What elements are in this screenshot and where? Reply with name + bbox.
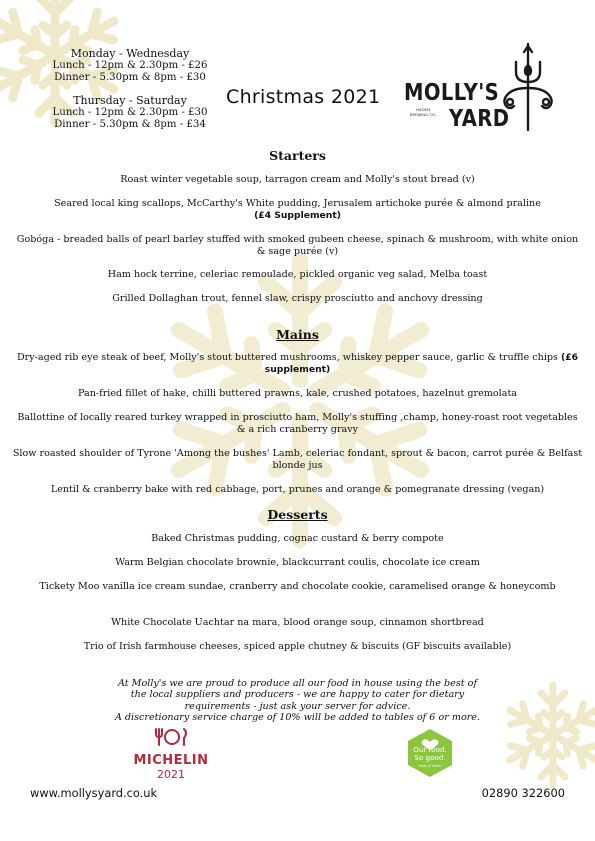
taste-of-ulster-badge xyxy=(405,728,455,778)
michelin-name: MICHELIN xyxy=(133,753,209,768)
website-link[interactable]: www.mollysyard.co.uk xyxy=(30,786,158,800)
weekend-heading: Thursday - Saturday xyxy=(73,93,187,107)
main-item: Lentil & cranberry bake with red cabbage, port, prunes and orange & pomegranate dressing (vegan) xyxy=(50,484,545,495)
main-item: Dry-aged rib eye steak of beef, Molly's stout buttered mushrooms, whiskey pepper sauce, garlic & truffle chips (£6 supplement) xyxy=(16,352,579,375)
starter-item: Seared local king scallops, McCarthy's White pudding, Jerusalem artichoke purée & almond praline (£4 Supplement) xyxy=(54,198,541,221)
dessert-item: Warm Belgian chocolate brownie, blackcurrant coulis, chocolate ice cream xyxy=(115,557,480,568)
badge-line-3: Taste of Ulster xyxy=(418,764,442,768)
weekday-heading: Monday - Wednesday xyxy=(70,47,190,60)
logo-word-mollys: MOLLY'S xyxy=(404,80,500,106)
fork-knife-icon xyxy=(153,727,189,747)
trident-lamp-icon xyxy=(500,42,556,132)
badge-line-1: Our food. xyxy=(413,745,447,754)
dessert-item: Tickety Moo vanilla ice cream sundae, cranberry and chocolate cookie, caramelised orange & honeycomb xyxy=(39,581,556,592)
mollys-yard-logo xyxy=(404,42,564,134)
main-item: Pan-fried fillet of hake, chilli buttered prawns, kale, crushed potatoes, hazelnut gremolata xyxy=(77,388,518,399)
dessert-item: Baked Christmas pudding, cognac custard & berry compote xyxy=(151,533,444,544)
main-item: Ballottine of locally reared turkey wrapped in prosciutto ham, Molly's stuffing ,champ, honey-roast root vegetables & a rich cranberry gravy xyxy=(17,412,578,435)
dietary-service-note: At Molly's we are proud to produce all our food in house using the best of the local suppliers and producers - we are happy to cater for dietary requirements - just ask your server for advice. A discretionary service charge of 10% will be added to tables of 6 or more. xyxy=(114,678,481,724)
michelin-logo xyxy=(133,727,209,781)
michelin-year: 2021 xyxy=(157,768,185,781)
weekday-dinner: Dinner - 5.30pm & 8pm - £30 xyxy=(54,72,206,84)
weekend-dinner: Dinner - 5.30pm & 8pm - £34 xyxy=(54,119,206,131)
starter-item: Grilled Dollaghan trout, fennel slaw, crispy prosciutto and anchovy dressing xyxy=(112,293,483,304)
starter-item: Roast winter vegetable soup, tarragon cream and Molly's stout bread (v) xyxy=(120,174,475,185)
weekend-lunch: Lunch - 12pm & 2.30pm - £30 xyxy=(52,106,208,118)
dessert-item: White Chocolate Uachtar na mara, blood orange soup, cinnamon shortbread xyxy=(111,617,484,628)
dessert-item: Trio of Irish farmhouse cheeses, spiced apple chutney & biscuits (GF biscuits available) xyxy=(83,641,512,652)
desserts-heading: Desserts xyxy=(267,507,328,522)
phone-number[interactable]: 02890 322600 xyxy=(481,786,565,800)
snowflake-decoration-bottom-right xyxy=(498,680,595,790)
starter-item: Gobóga - breaded balls of pearl barley stuffed with smoked gubeen cheese, spinach & mushroom, with white onion & sage purée (v) xyxy=(16,234,579,257)
mains-heading: Mains xyxy=(276,327,319,342)
logo-subtext: HILDEN BREWING CO. xyxy=(409,107,437,117)
supplement-note: (£4 Supplement) xyxy=(254,209,341,221)
opening-hours xyxy=(40,48,220,131)
badge-line-2: So good. xyxy=(414,753,446,762)
weekday-lunch: Lunch - 12pm & 2.30pm - £26 xyxy=(52,60,208,72)
starters-heading: Starters xyxy=(269,148,326,163)
starter-item: Ham hock terrine, celeriac remoulade, pickled organic veg salad, Melba toast xyxy=(107,269,488,280)
logo-word-yard: YARD xyxy=(449,106,510,132)
menu-title: Christmas 2021 xyxy=(226,86,381,108)
main-item: Slow roasted shoulder of Tyrone 'Among the bushes' Lamb, celeriac fondant, sprout & bacon, carrot purée & Belfast blonde jus xyxy=(12,448,583,471)
supplement-note: (£6 supplement) xyxy=(264,352,579,375)
